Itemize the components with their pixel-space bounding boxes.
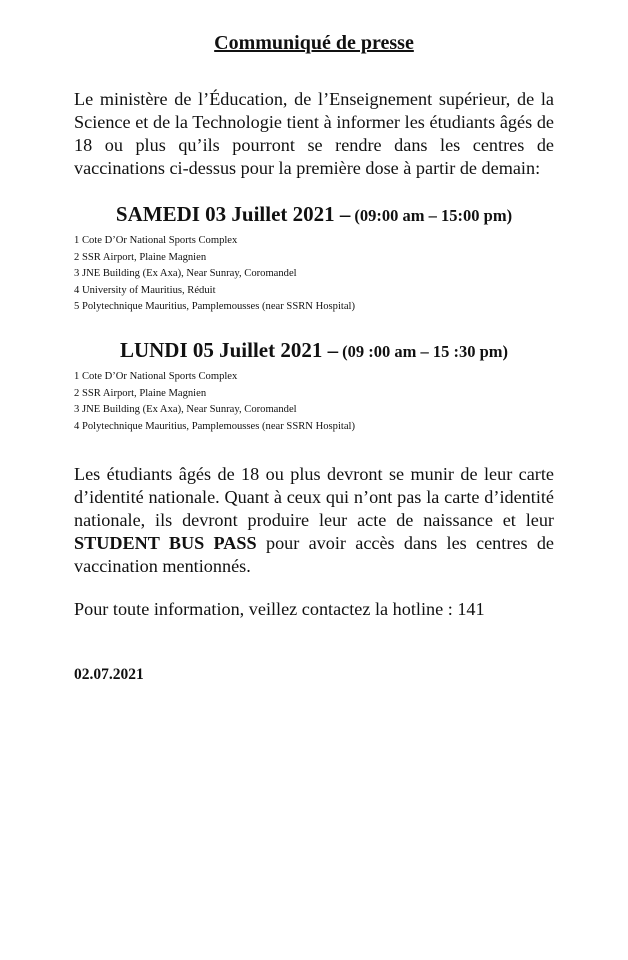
list-item: 4 University of Mauritius, Réduit xyxy=(74,284,216,296)
press-release xyxy=(74,30,554,685)
page-title: Communiqué de presse xyxy=(214,32,414,54)
intro-paragraph: Le ministère de l’Éducation, de l’Enseignement supérieur, de la Science et de la Technologie tient à informer les étudiants âgés de 18 ou plus qu’ils pourront se rendre dans les centres de vaccinations ci-dessus pour la première dose à partir de demain: xyxy=(74,89,554,178)
list-item: 2 SSR Airport, Plaine Magnien xyxy=(74,387,207,399)
list-item: 2 SSR Airport, Plaine Magnien xyxy=(74,251,207,263)
day-time: (09 :00 am – 15 :30 pm) xyxy=(342,341,509,361)
list-item: 5 Polytechnique Mauritius, Pamplemousses (near SSRN Hospital) xyxy=(74,301,356,313)
list-item: 1 Cote D’Or National Sports Complex xyxy=(74,235,238,246)
student-bus-pass: STUDENT BUS PASS xyxy=(74,533,257,554)
release-date: 02.07.2021 xyxy=(74,666,144,684)
day-label: SAMEDI 03 Juillet 2021 – xyxy=(115,202,351,226)
day-time: (09:00 am – 15:00 pm) xyxy=(354,206,513,225)
list-item: 3 JNE Building (Ex Axa), Near Sunray, Coromandel xyxy=(74,404,297,416)
requirements-paragraph xyxy=(74,463,554,578)
centre-list-monday xyxy=(74,369,554,435)
list-item: 3 JNE Building (Ex Axa), Near Sunray, Coromandel xyxy=(74,268,297,280)
centre-list-saturday xyxy=(74,233,554,316)
list-item: 4 Polytechnique Mauritius, Pamplemousses (near SSRN Hospital) xyxy=(74,420,356,432)
day-heading-monday xyxy=(74,336,554,367)
hotline-paragraph: Pour toute information, veillez contactez la hotline : 141 xyxy=(74,599,485,620)
list-item: 1 Cote D’Or National Sports Complex xyxy=(74,370,238,382)
day-heading-saturday xyxy=(74,200,554,231)
day-label: LUNDI 05 Juillet 2021 – xyxy=(119,337,339,362)
requirements-text: Les étudiants âgés de 18 ou plus devront se munir de leur carte d’identité nationale. Quant à ceux qui n’ont pas la carte d’identité nationale, ils devront produire leur acte de naissance et leur xyxy=(74,464,554,531)
requirements-text-end: pour avoir accès dans les centres de vaccination mentionnés. xyxy=(74,533,554,577)
